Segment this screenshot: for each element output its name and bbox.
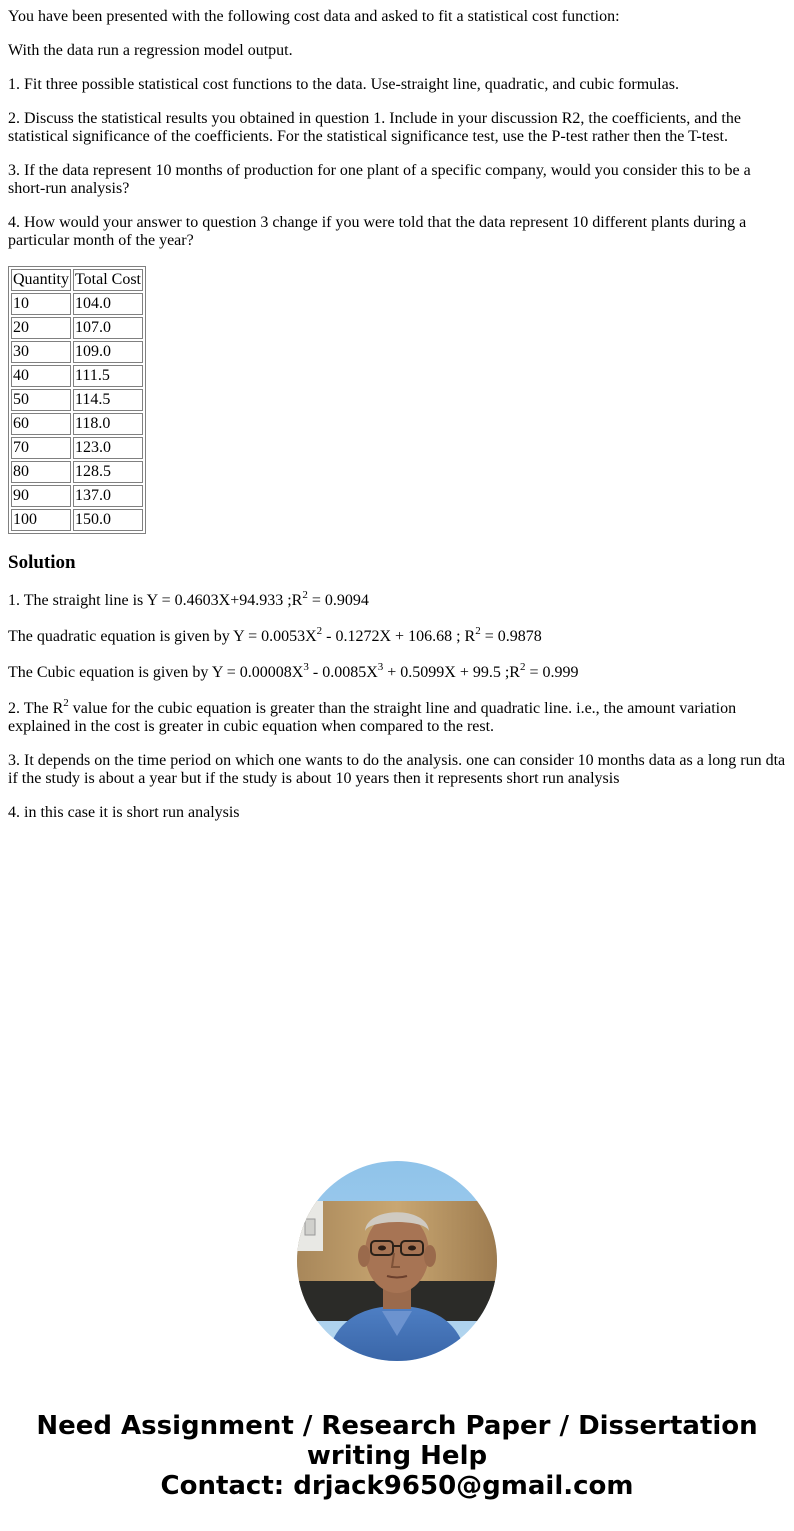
table-header-row [11, 269, 143, 291]
question-4: 4. How would your answer to question 3 change if you were told that the data represent 10 different plants during a particular month of the year? [8, 214, 747, 249]
cell-total-cost: 150.0 [73, 509, 143, 531]
cell-total-cost: 137.0 [73, 485, 143, 507]
question-2: 2. Discuss the statistical results you obtained in question 1. Include in your discussion R2, the coefficients, and the statistical significance of the coefficients. For the statistical significance test, use the P-test rather then the T-test. [8, 110, 741, 145]
cell-total-cost: 104.0 [73, 293, 143, 315]
table-row [11, 341, 143, 363]
cell-quantity: 40 [11, 365, 71, 387]
cell-quantity: 90 [11, 485, 71, 507]
table-row [11, 413, 143, 435]
table-row [11, 485, 143, 507]
footer-contact: Contact: drjack9650@gmail.com [160, 1471, 634, 1501]
question-3: 3. If the data represent 10 months of production for one plant of a specific company, would you consider this to be a short-run analysis? [8, 162, 751, 197]
cell-total-cost: 111.5 [73, 365, 143, 387]
footer-banner [0, 1411, 794, 1501]
question-intro: You have been presented with the following cost data and asked to fit a statistical cost function: [8, 8, 620, 25]
solution-quadratic: The quadratic equation is given by $Y = 0.0053X^2 - 0.1272X + 106.68$ ; $R^2 = 0.9878$ [8, 624, 542, 645]
table-row [11, 461, 143, 483]
solution-heading: Solution [8, 552, 76, 573]
cell-quantity: 10 [11, 293, 71, 315]
solution-answer-2: 2. The $R^2$ value for the cubic equation is greater than the straight line and quadratic line. i.e., the amount variation explained in the cost is greater in cubic equation when compared to the rest. [8, 696, 737, 735]
solution-straight-line: 1. The straight line is Y = 0.4603X+94.933 $;R^2 = 0.9094$ [8, 588, 369, 609]
table-row [11, 293, 143, 315]
header-quantity: Quantity [11, 269, 71, 291]
solution-block [8, 588, 786, 822]
document [0, 8, 794, 822]
cell-total-cost: 109.0 [73, 341, 143, 363]
cell-quantity: 100 [11, 509, 71, 531]
table-row [11, 509, 143, 531]
cell-total-cost: 128.5 [73, 461, 143, 483]
cost-data-table [8, 266, 146, 534]
solution-answer-4: 4. in this case it is short run analysis [8, 804, 240, 821]
cell-quantity: 30 [11, 341, 71, 363]
footer-line-2: writing Help [306, 1441, 488, 1471]
cell-quantity: 50 [11, 389, 71, 411]
author-avatar [297, 1161, 497, 1361]
solution-answer-3: 3. It depends on the time period on which one wants to do the analysis. one can consider 10 months data as a long run dta if the study is about a year but if the study is about 10 years then it represents short run analysis [8, 752, 786, 787]
cell-quantity: 70 [11, 437, 71, 459]
table-row [11, 317, 143, 339]
table-row [11, 365, 143, 387]
footer-line-1: Need Assignment / Research Paper / Dissertation [36, 1411, 758, 1441]
cell-total-cost: 107.0 [73, 317, 143, 339]
solution-cubic: The Cubic equation is given by $Y = 0.00008X^3 - 0.0085X^3 + 0.5099X + 99.5$ $;R^2 = 0.999$ [8, 660, 579, 681]
author-portrait-image [297, 1161, 497, 1361]
cell-quantity: 80 [11, 461, 71, 483]
header-total-cost: Total Cost [73, 269, 143, 291]
cell-total-cost: 114.5 [73, 389, 143, 411]
cell-total-cost: 123.0 [73, 437, 143, 459]
question-line-2: With the data run a regression model output. [8, 42, 293, 59]
table-row [11, 389, 143, 411]
cell-quantity: 60 [11, 413, 71, 435]
question-1: 1. Fit three possible statistical cost functions to the data. Use-straight line, quadratic, and cubic formulas. [8, 76, 679, 93]
question-block [8, 8, 786, 250]
cell-total-cost: 118.0 [73, 413, 143, 435]
cell-quantity: 20 [11, 317, 71, 339]
table-row [11, 437, 143, 459]
